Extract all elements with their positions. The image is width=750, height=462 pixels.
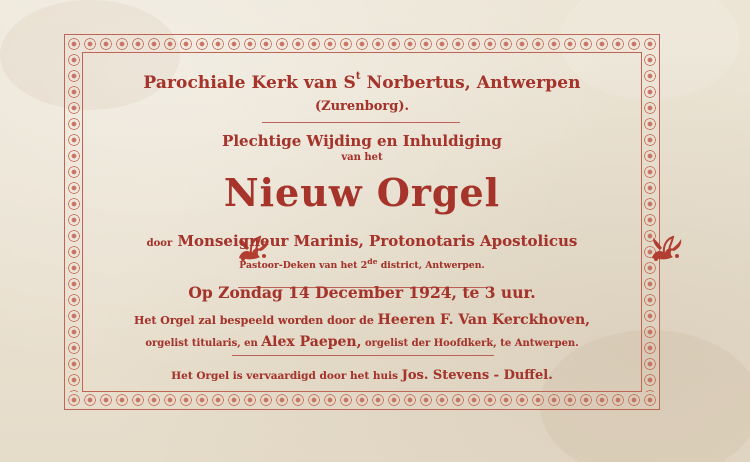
organist-line-2 [84, 334, 640, 350]
right-ornament-border [642, 52, 658, 392]
church-heading-part1: Parochiale Kerk van S [143, 73, 356, 93]
announcement-content [84, 55, 640, 390]
van-het-text: van het [341, 152, 383, 163]
divider-line [232, 355, 494, 356]
by-prefix: door [146, 238, 173, 249]
organist-line-1-prefix: Het Orgel zal bespeeld worden door de [133, 314, 374, 327]
organist-line-1-name: Heeren F. Van Kerckhoven, [377, 312, 591, 328]
organist-line-1 [84, 312, 640, 328]
consecrator-name: Monseigneur Marinis, Protonotaris Apostolicus [177, 232, 578, 250]
top-ornament-border [66, 36, 658, 52]
bottom-ornament-border [66, 392, 658, 408]
builder-name: Jos. Stevens - Duffel. [401, 368, 553, 383]
pastor-line-superscript: de [367, 257, 378, 266]
church-subtitle: (Zurenborg). [314, 99, 410, 114]
page-title: Nieuw Orgel [223, 170, 501, 215]
pastor-line-part2: district, Antwerpen. [377, 260, 485, 272]
organist-line-2-prefix: orgelist titularis, en [145, 338, 258, 349]
pastor-line [84, 257, 640, 271]
organist-line-2-name: Alex Paepen, [261, 334, 362, 350]
church-heading [84, 73, 640, 93]
left-ornament-border [66, 52, 82, 392]
divider-line [262, 122, 460, 123]
pastor-line-part1: Pastoor-Deken van het 2 [239, 260, 368, 272]
organist-line-2-suffix: orgelist der Hoofdkerk, te Antwerpen. [364, 338, 579, 349]
floral-ornament-icon [642, 229, 692, 265]
builder-prefix: Het Orgel is vervaardigd door het huis [171, 370, 399, 382]
church-heading-superscript: t [355, 71, 361, 82]
consecrator-line [84, 232, 640, 250]
builder-line [84, 368, 640, 383]
church-heading-part2: Norbertus, Antwerpen [360, 73, 581, 93]
event-date: Op Zondag 14 December 1924, te 3 uur. [188, 283, 536, 302]
ceremony-heading: Plechtige Wijding en Inhuldiging [222, 132, 502, 150]
